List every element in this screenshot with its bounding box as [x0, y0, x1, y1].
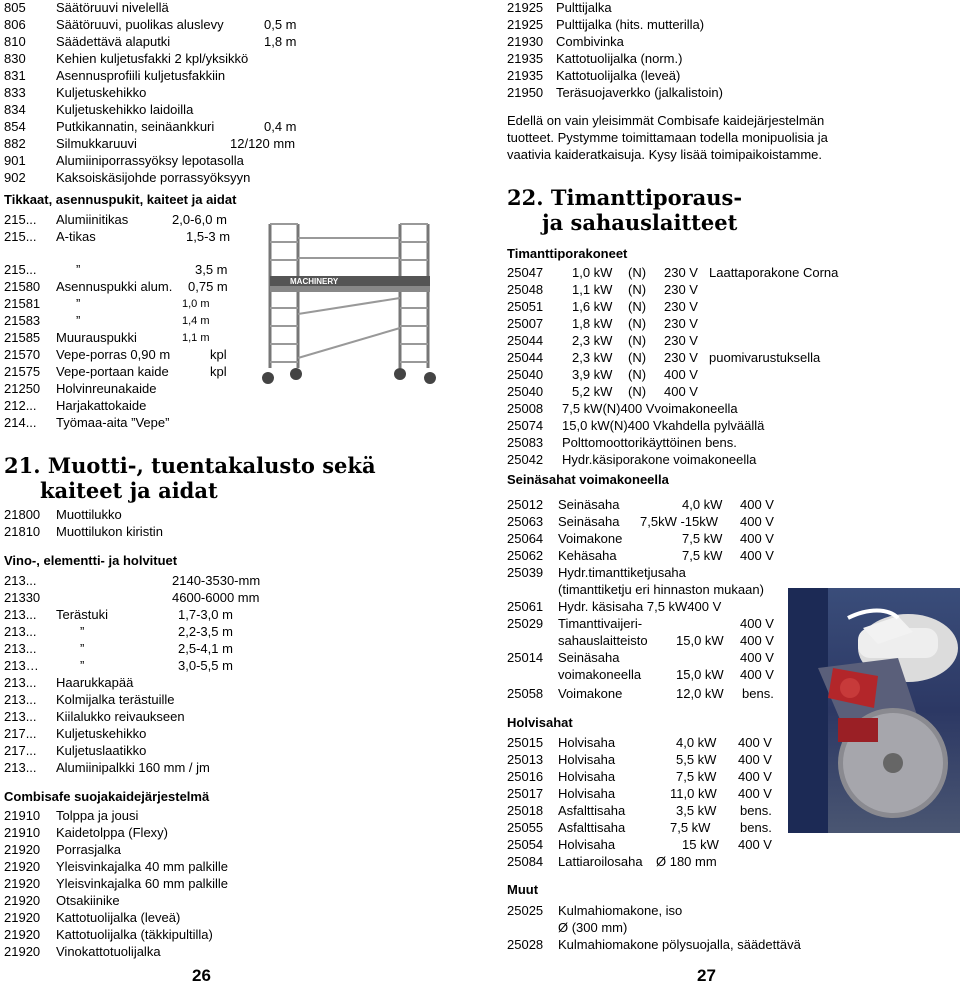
item-code: 217...	[4, 743, 37, 758]
item-network: (N)	[628, 265, 647, 280]
item-name: Harjakattokaide	[56, 398, 147, 413]
item-name: Muottilukko	[56, 507, 122, 522]
item-name: Työmaa-aita ”Vepe”	[56, 415, 170, 430]
item-value: 1,4 m	[182, 315, 210, 327]
item-code: 25014	[507, 650, 544, 665]
item-code: 213...	[4, 760, 37, 775]
item-name: ”	[80, 624, 85, 639]
item-code: 25051	[507, 299, 544, 314]
item-power: 5,5 kW	[676, 752, 717, 767]
item-code: 215...	[4, 212, 37, 227]
item-code: 25018	[507, 803, 544, 818]
item-code: 213...	[4, 641, 37, 656]
item-code: 25064	[507, 531, 544, 546]
item-value: 1,7-3,0 m	[178, 607, 233, 622]
item-code: 25028	[507, 937, 544, 952]
section-heading: Muut	[507, 882, 539, 897]
item-code: 25013	[507, 752, 544, 767]
item-code: 25040	[507, 384, 544, 399]
item-code: 21925	[507, 0, 544, 15]
item-name: Seinäsaha	[558, 497, 620, 512]
item-name: Yleisvinkajalka 60 mm palkille	[56, 876, 228, 891]
item-name: Säätöruuvi, puolikas aluslevy	[56, 17, 224, 32]
item-voltage: 400 V	[740, 548, 774, 563]
item-code: 25063	[507, 514, 544, 529]
scaffold-brand-label: MACHINERY	[290, 277, 339, 286]
item-name: ”	[80, 658, 85, 673]
chapter-22-title-line1: 22. Timanttiporaus-	[507, 185, 743, 210]
item-name: voimakoneella	[558, 667, 642, 682]
item-network: (N)	[628, 384, 647, 399]
item-extra: puomivarustuksella	[709, 350, 821, 365]
note-line: Edellä on vain yleisimmät Combisafe kaidejärjestelmän	[507, 113, 825, 128]
item-name: Asfalttisaha	[558, 803, 626, 818]
item-name: Vinokattotuolijalka	[56, 944, 161, 959]
item-code: 213...	[4, 709, 37, 724]
item-code: 213...	[4, 607, 37, 622]
item-power: 15,0 kW	[676, 667, 724, 682]
item-code: 21920	[4, 859, 41, 874]
item-network: (N)	[628, 282, 647, 297]
item-name: Asennuspukki alum.	[56, 279, 173, 294]
item-power: 11,0 kW	[670, 786, 717, 801]
item-name: Holvisaha	[558, 786, 616, 801]
item-network: (N)	[628, 367, 647, 382]
item-code: 882	[4, 136, 26, 151]
item-power: 15 kW	[682, 837, 719, 852]
item-network: (N)	[628, 316, 647, 331]
item-code: 25029	[507, 616, 544, 631]
item-code: 215...	[4, 229, 37, 244]
item-value: 1,5-3 m	[186, 229, 231, 244]
item-value: 2,0-6,0 m	[172, 212, 227, 227]
item-code: 806	[4, 17, 26, 32]
item-value: 4600-6000 mm	[172, 590, 260, 605]
section-heading: Holvisahat	[507, 715, 573, 730]
item-name: Asennusprofiili kuljetusfakkiin	[56, 68, 226, 83]
scaffold-illustration	[262, 218, 442, 390]
item-code: 21920	[4, 876, 41, 891]
page-number: 27	[697, 966, 716, 985]
item-value: 2140-3530-mm	[172, 573, 261, 588]
item-code: 21920	[4, 893, 41, 908]
item-value: 1,1 m	[182, 332, 210, 344]
item-name: Kuljetuskehikko laidoilla	[56, 102, 194, 117]
item-name: Kuljetuskehikko	[56, 726, 147, 741]
item-power: 2,3 kW	[572, 333, 613, 348]
item-power: 1,1 kW	[572, 282, 613, 297]
section-heading: Seinäsahat voimakoneella	[507, 472, 669, 487]
item-code: 21800	[4, 507, 41, 522]
item-power: 3,9 kW	[572, 367, 613, 382]
item-value: 3,0-5,5 m	[178, 658, 233, 673]
item-power: 7,5kW -15kW	[640, 514, 719, 529]
item-name: Asfalttisaha	[558, 820, 626, 835]
item-power: 2,3 kW	[572, 350, 613, 365]
item-code: 25015	[507, 735, 544, 750]
item-code: 212...	[4, 398, 37, 413]
item-power: 1,8 kW	[572, 316, 613, 331]
item-voltage: 400 V	[664, 384, 698, 399]
item-voltage: 400 V	[740, 616, 774, 631]
item-name: Seinäsaha	[558, 650, 620, 665]
item-code: 21920	[4, 910, 41, 925]
item-code: 21910	[4, 825, 41, 840]
item-code: 902	[4, 170, 26, 185]
item-voltage: 230 V	[664, 282, 698, 297]
item-name: Kattotuolijalka (leveä)	[56, 910, 181, 925]
item-code: 21950	[507, 85, 544, 100]
item-code: 217...	[4, 726, 37, 741]
item-voltage: 400 V	[738, 786, 772, 801]
item-code: 21910	[4, 808, 41, 823]
item-code: 21581	[4, 296, 41, 311]
item-name: Kattotuolijalka (täkkipultilla)	[56, 927, 213, 942]
item-voltage: 400 V	[740, 650, 774, 665]
item-value: 0,4 m	[264, 119, 297, 134]
item-extra: Laattaporakone Corna	[709, 265, 839, 280]
item-code: 21920	[4, 842, 41, 857]
item-name: Kuljetuskehikko	[56, 85, 147, 100]
item-code: 21920	[4, 944, 41, 959]
section-heading: Tikkaat, asennuspukit, kaiteet ja aidat	[4, 192, 237, 207]
item-voltage: 400 V	[740, 633, 774, 648]
item-name: Kulmahiomakone pölysuojalla, säädettävä	[558, 937, 801, 952]
item-voltage: 400 V	[740, 514, 774, 529]
section-heading: Combisafe suojakaidejärjestelmä	[4, 789, 210, 804]
item-code: 213...	[4, 624, 37, 639]
item-name: Combivinka	[556, 34, 624, 49]
item-code: 25048	[507, 282, 544, 297]
item-code: 25008	[507, 401, 544, 416]
item-code: 831	[4, 68, 26, 83]
chapter-21-title-line2: kaiteet ja aidat	[40, 478, 218, 503]
item-name: Porrasjalka	[56, 842, 122, 857]
item-code: 25054	[507, 837, 544, 852]
item-code: 21935	[507, 68, 544, 83]
item-code: 25017	[507, 786, 544, 801]
item-code: 213…	[4, 658, 39, 673]
item-code: 25044	[507, 333, 544, 348]
item-value: 12/120 mm	[230, 136, 296, 151]
item-code: 21935	[507, 51, 544, 66]
item-name: Muurauspukki	[56, 330, 137, 345]
item-voltage: bens.	[740, 820, 772, 835]
item-power: 12,0 kW	[676, 686, 724, 701]
item-voltage: 230 V	[664, 265, 698, 280]
item-code: 21250	[4, 381, 41, 396]
item-voltage: 230 V	[664, 299, 698, 314]
item-name: A-tikas	[56, 229, 96, 244]
item-code: 25016	[507, 769, 544, 784]
item-name: Säädettävä alaputki	[56, 34, 171, 49]
item-name: Alumiinitikas	[56, 212, 129, 227]
item-code: 25012	[507, 497, 544, 512]
item-voltage: 400 V	[740, 667, 774, 682]
item-voltage: 230 V	[664, 333, 698, 348]
item-code: 21585	[4, 330, 41, 345]
item-name: Holvisaha	[558, 752, 616, 767]
item-name: Kattotuolijalka (leveä)	[556, 68, 681, 83]
item-name: Hydr. käsisaha 7,5 kW400 V	[558, 599, 722, 614]
item-code: 215...	[4, 262, 37, 277]
item-voltage: 400 V	[738, 769, 772, 784]
section-heading: Timanttiporakoneet	[507, 246, 628, 261]
item-name: ”	[76, 262, 81, 277]
item-name: ”	[80, 641, 85, 656]
item-name: Alumiiniporrassyöksy lepotasolla	[56, 153, 244, 168]
item-name: Pulttijalka (hits. mutterilla)	[556, 17, 705, 32]
item-name: Kehäsaha	[558, 548, 617, 563]
item-voltage: 400 V	[740, 531, 774, 546]
item-value: 1,8 m	[264, 34, 297, 49]
note-line: vaativia kaideratkaisuja. Kysy lisää toimipaikoistamme.	[507, 147, 823, 162]
item-code: 25062	[507, 548, 544, 563]
item-power: 7,5 kW	[676, 769, 717, 784]
item-name: Säätöruuvi nivelellä	[56, 0, 169, 15]
item-name: Holvisaha	[558, 769, 616, 784]
saw-photo	[788, 588, 960, 833]
item-name: Hydr.timanttiketjusaha	[558, 565, 686, 580]
item-name: Lattiaroilosaha	[558, 854, 643, 869]
item-power: 1,6 kW	[572, 299, 613, 314]
item-power: 5,2 kW	[572, 384, 613, 399]
item-network: (N)	[628, 350, 647, 365]
item-voltage: 230 V	[664, 316, 698, 331]
item-code: 805	[4, 0, 26, 15]
item-power: 15,0 kW	[676, 633, 724, 648]
item-code: 21925	[507, 17, 544, 32]
item-code: 21930	[507, 34, 544, 49]
item-code: 21583	[4, 313, 41, 328]
item-name: Ø (300 mm)	[558, 920, 628, 935]
item-name: Seinäsaha	[558, 514, 620, 529]
item-code: 901	[4, 153, 26, 168]
item-name: Yleisvinkajalka 40 mm palkille	[56, 859, 228, 874]
item-code: 25058	[507, 686, 544, 701]
item-name: Otsakiinike	[56, 893, 120, 908]
item-name: Polttomoottorikäyttöinen bens.	[562, 435, 737, 450]
item-name: Silmukkaruuvi	[56, 136, 137, 151]
item-code: 25047	[507, 265, 544, 280]
item-code: 21570	[4, 347, 41, 362]
item-name: Kuljetuslaatikko	[56, 743, 147, 758]
item-name: Kiilalukko reivaukseen	[56, 709, 185, 724]
item-code: 25039	[507, 565, 544, 580]
note-line: tuotteet. Pystymme toimittamaan todella monipuolisia ja	[507, 130, 828, 145]
item-voltage: 230 V	[664, 350, 698, 365]
item-value: 2,5-4,1 m	[178, 641, 233, 656]
item-code: 25042	[507, 452, 544, 467]
item-name: Vepe-porras 0,90 m	[56, 347, 171, 362]
item-code: 25025	[507, 903, 544, 918]
item-name: Kehien kuljetusfakki 2 kpl/yksikkö	[56, 51, 249, 66]
item-power: 4,0 kW	[676, 735, 717, 750]
item-name: 15,0 kW(N)400 Vkahdella pylväällä	[562, 418, 765, 433]
item-code: 213...	[4, 573, 37, 588]
item-code: 25007	[507, 316, 544, 331]
item-code: 25055	[507, 820, 544, 835]
item-value: 0,5 m	[264, 17, 297, 32]
item-name: Kolmijalka terästuille	[56, 692, 175, 707]
item-code: 25040	[507, 367, 544, 382]
item-voltage: bens.	[740, 803, 772, 818]
item-code: 854	[4, 119, 26, 134]
item-power: 3,5 kW	[676, 803, 717, 818]
item-name: Alumiinipalkki 160 mm / jm	[56, 760, 210, 775]
item-code: 25084	[507, 854, 544, 869]
item-code: 213...	[4, 675, 37, 690]
item-name: Voimakone	[558, 686, 623, 701]
item-value: kpl	[210, 364, 227, 379]
item-code: 25074	[507, 418, 544, 433]
item-network: (N)	[628, 299, 647, 314]
item-voltage: 400 V	[740, 497, 774, 512]
item-name: ”	[76, 296, 81, 311]
item-name: Hydr.käsiporakone voimakoneella	[562, 452, 757, 467]
item-name: Kattotuolijalka (norm.)	[556, 51, 683, 66]
item-code: 25044	[507, 350, 544, 365]
item-code: 214...	[4, 415, 37, 430]
item-value: 1,0 m	[182, 298, 210, 310]
item-voltage: 400 V	[738, 752, 772, 767]
item-power: 7,5 kW	[670, 820, 711, 835]
item-name: Holvisaha	[558, 837, 616, 852]
item-power: 1,0 kW	[572, 265, 613, 280]
item-network: (N)	[628, 333, 647, 348]
item-power: 7,5 kW	[682, 531, 723, 546]
item-code: 25083	[507, 435, 544, 450]
item-name: Pulttijalka	[556, 0, 612, 15]
item-name: Kulmahiomakone, iso	[558, 903, 683, 918]
item-name: Kaidetolppa (Flexy)	[56, 825, 168, 840]
item-code: 25061	[507, 599, 544, 614]
item-name: sahauslaitteisto	[558, 633, 648, 648]
item-value: 0,75 m	[188, 279, 228, 294]
item-name: Vepe-portaan kaide	[56, 364, 169, 379]
item-code: 834	[4, 102, 26, 117]
item-power: Ø 180 mm	[656, 854, 717, 869]
item-power: 7,5 kW	[682, 548, 723, 563]
item-name: Kaksoiskäsijohde porrassyöksyyn	[56, 170, 251, 185]
item-voltage: 400 V	[738, 837, 772, 852]
item-name: Tolppa ja jousi	[56, 808, 139, 823]
item-name: Teräsuojaverkko (jalkalistoin)	[556, 85, 723, 100]
chapter-21-title-line1: 21. Muotti-, tuentakalusto sekä	[4, 453, 376, 478]
item-value: kpl	[210, 347, 227, 362]
item-code: 21810	[4, 524, 41, 539]
item-code: 833	[4, 85, 26, 100]
page-number: 26	[192, 966, 211, 985]
item-code: 21580	[4, 279, 41, 294]
section-heading: Vino-, elementti- ja holvituet	[4, 553, 178, 568]
item-name: Voimakone	[558, 531, 623, 546]
item-name: (timanttiketju eri hinnaston mukaan)	[558, 582, 764, 597]
item-code: 21920	[4, 927, 41, 942]
item-name: Holvisaha	[558, 735, 616, 750]
item-code: 810	[4, 34, 26, 49]
item-name: Putkikannatin, seinäankkuri	[56, 119, 215, 134]
item-voltage: 400 V	[664, 367, 698, 382]
item-name: Terästuki	[56, 607, 109, 622]
item-name: 7,5 kW(N)400 Vvoimakoneella	[562, 401, 738, 416]
item-code: 21330	[4, 590, 41, 605]
item-power: 4,0 kW	[682, 497, 723, 512]
chapter-22-title-line2: ja sahauslaitteet	[542, 210, 738, 235]
item-code: 213...	[4, 692, 37, 707]
item-voltage: bens.	[742, 686, 774, 701]
item-code: 21575	[4, 364, 41, 379]
item-name: ”	[76, 313, 81, 328]
item-name: Muottilukon kiristin	[56, 524, 163, 539]
item-name: Timanttivaijeri-	[558, 616, 643, 631]
item-name: Holvinreunakaide	[56, 381, 157, 396]
item-value: 3,5 m	[195, 262, 228, 277]
item-value: 2,2-3,5 m	[178, 624, 233, 639]
item-code: 830	[4, 51, 26, 66]
item-name: Haarukkapää	[56, 675, 134, 690]
item-voltage: 400 V	[738, 735, 772, 750]
